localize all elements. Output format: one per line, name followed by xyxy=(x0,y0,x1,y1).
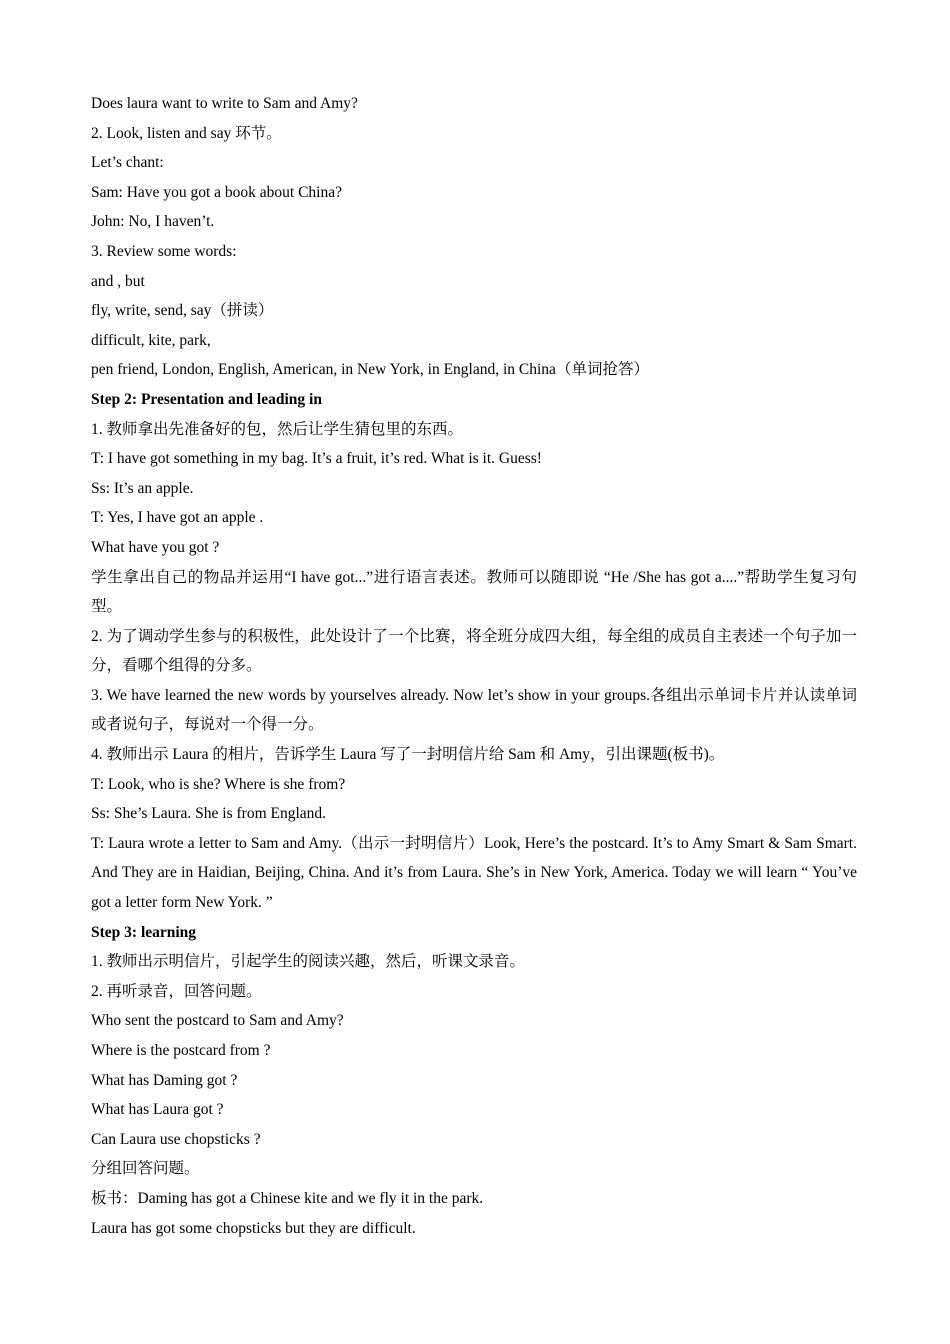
text-line: T: Yes, I have got an apple . xyxy=(91,509,264,527)
paragraph: 2. 为了调动学生参与的积极性，此处设计了一个比赛，将全班分成四大组，每全组的成员自主表述一个句子加一分，看哪个组得的分多。 xyxy=(91,627,857,675)
text-line: 1. 教师拿出先准备好的包，然后让学生猜包里的东西。 xyxy=(91,420,464,438)
text-line: fly, write, send, say（拼读） xyxy=(91,302,274,320)
text-line: Ss: She’s Laura. She is from England. xyxy=(91,805,327,823)
paragraph: 学生拿出自己的物品并运用“I have got...”进行语言表述。教师可以随即说 “He /She has got a....”帮助学生复习句型。 xyxy=(91,568,857,616)
text-line: T: Look, who is she? Where is she from? xyxy=(91,775,346,793)
text-line: 3. Review some words: xyxy=(91,242,237,260)
text-line: What have you got ? xyxy=(91,538,220,556)
text-line: 2. 再听录音，回答问题。 xyxy=(91,982,262,1000)
text-line: pen friend, London, English, American, in New York, in England, in China（单词抢答） xyxy=(91,361,649,379)
document-page xyxy=(91,89,857,1243)
text-line: 分组回答问题。 xyxy=(91,1160,200,1178)
paragraph: T: Laura wrote a letter to Sam and Amy.（出示一封明信片）Look, Here’s the postcard. It’s to Amy Smart & Sam Smart. And They are in Haidian, Beijing, China. And it’s from Laura. She’s in New York, America. Today we will learn “ You’ve got a letter form New York. ” xyxy=(91,834,857,912)
text-line: 1. 教师出示明信片，引起学生的阅读兴趣，然后，听课文录音。 xyxy=(91,953,526,971)
text-line: 板书：Daming has got a Chinese kite and we fly it in the park. xyxy=(91,1189,484,1207)
text-line: Ss: It’s an apple. xyxy=(91,479,194,497)
text-line: What has Daming got ? xyxy=(91,1071,238,1089)
text-line: and , but xyxy=(91,272,145,290)
text-line: Let’s chant: xyxy=(91,154,164,172)
text-line: Laura has got some chopsticks but they are difficult. xyxy=(91,1219,416,1237)
text-line: Does laura want to write to Sam and Amy? xyxy=(91,95,358,112)
text-line: Sam: Have you got a book about China? xyxy=(91,183,342,201)
text-line: Can Laura use chopsticks ? xyxy=(91,1130,261,1148)
text-line: John: No, I haven’t. xyxy=(91,213,215,231)
text-line: difficult, kite, park, xyxy=(91,331,211,349)
paragraph: 3. We have learned the new words by yourselves already. Now let’s show in your groups.各组出示单词卡片并认读单词或者说句子，每说对一个得一分。 xyxy=(91,686,857,734)
text-line: What has Laura got ? xyxy=(91,1101,224,1119)
text-line: Who sent the postcard to Sam and Amy? xyxy=(91,1012,344,1030)
section-heading: Step 2: Presentation and leading in xyxy=(91,390,322,408)
text-line: Where is the postcard from ? xyxy=(91,1042,271,1059)
text-line: 4. 教师出示 Laura 的相片，告诉学生 Laura 写了一封明信片给 Sam 和 Amy，引出课题(板书)。 xyxy=(91,746,725,764)
text-line: 2. Look, listen and say 环节。 xyxy=(91,124,282,142)
text-line: T: I have got something in my bag. It’s a fruit, it’s red. What is it. Guess! xyxy=(91,450,542,468)
section-heading: Step 3: learning xyxy=(91,923,197,941)
